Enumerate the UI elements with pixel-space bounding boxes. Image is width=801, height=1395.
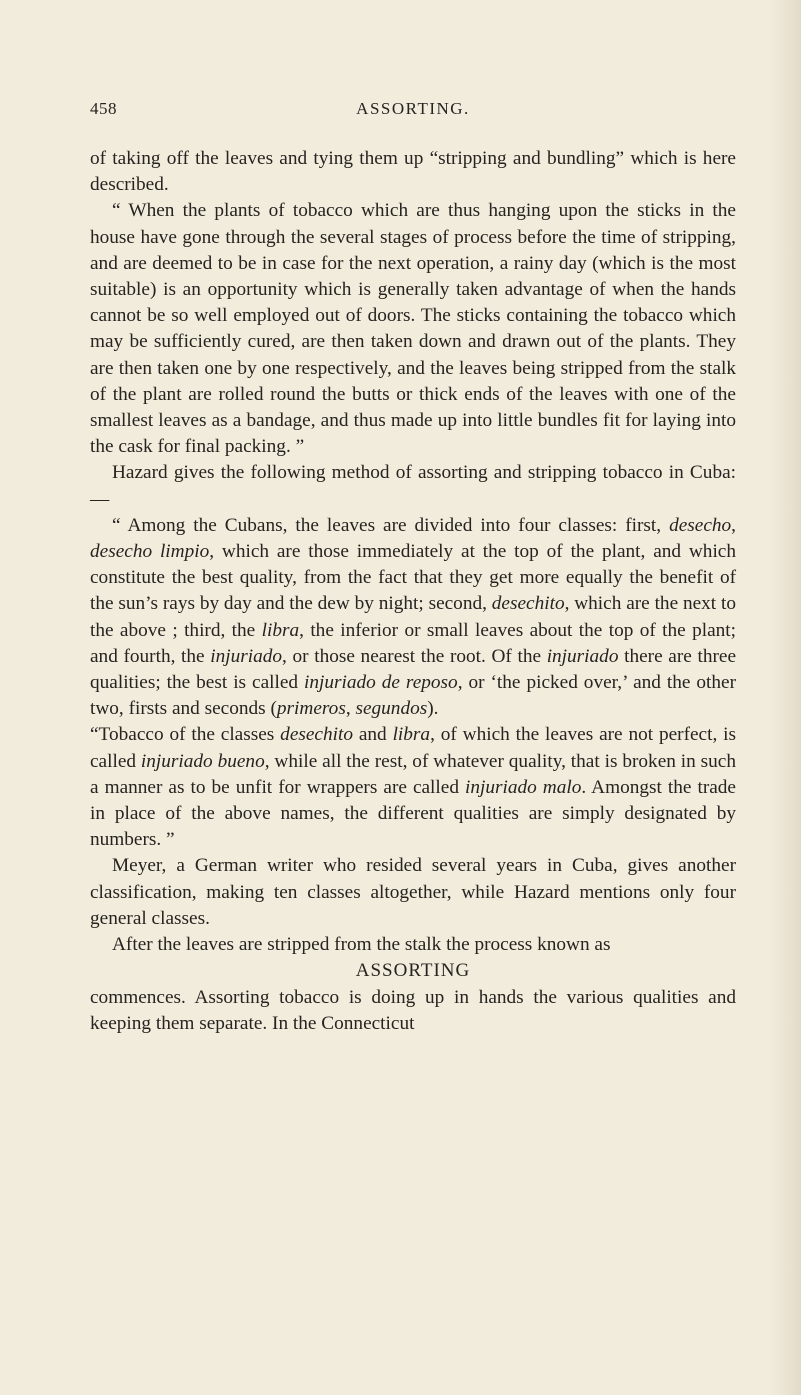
term-injuriado-de-reposo: injuriado de reposo <box>304 672 458 694</box>
page-number: 458 <box>90 99 117 118</box>
term-injuriado-bueno: injuriado bueno <box>140 750 265 772</box>
paragraph-hazard-intro: Hazard gives the following method of assorting and stripping tobacco in Cuba:— <box>90 462 736 510</box>
term-libra-2: libra <box>392 724 431 746</box>
paragraph-continuation: of taking off the leaves and tying them up “stripping and bundling” which is here described. <box>90 148 736 196</box>
term-injuriado: injuriado <box>210 645 283 667</box>
term-injuriado-malo: injuriado malo <box>465 776 582 798</box>
paragraph-tobacco-classes: “Tobacco of the classes desechito and libra, of which the leaves are not perfect, is called injuriado bueno, while all the rest, of whatever quality, that is broken in such a manner as to be unfit for wrappers are called injuriado malo. Amongst the trade in place of the above names, the different qualities are simply designated by numbers. ” <box>90 724 737 851</box>
term-desecho: desecho <box>669 514 732 536</box>
term-desecho-limpio: desecho limpio <box>90 541 210 563</box>
paragraph-meyer: Meyer, a German writer who resided several years in Cuba, gives another classification, making ten classes altogether, while Hazard mentions only four general classes. <box>90 855 736 929</box>
term-libra: libra <box>261 619 300 641</box>
paragraph-assorting: commences. Assorting tobacco is doing up in hands the various qualities and keeping them separate. In the Connecticut <box>90 986 736 1034</box>
term-desechito: desechito <box>491 593 565 615</box>
paragraph-after-stripping: After the leaves are stripped from the stalk the process known as <box>112 934 611 956</box>
term-desechito-2: desechito <box>280 724 353 746</box>
running-head: ASSORTING. <box>356 99 470 118</box>
body-text <box>90 146 736 1037</box>
term-segundos: segundos <box>355 698 428 720</box>
paragraph-cuban-classes: “ Among the Cubans, the leaves are divided into four classes: first, desecho, desecho limpio, which are those immediately at the top of the plant, and which constitute the best quality, from the fact that they get more equally the benefit of the sun’s rays by day and the dew by night; second, desechito, which are the next to the above ; third, the libra, the inferior or small leaves about the top of the plant; and fourth, the injuriado, or those nearest the root. Of the injuriado there are three qualities; the best is called injuriado de reposo, or ‘the picked over,’ and the other two, firsts and seconds (primeros, segundos). <box>90 514 737 720</box>
page-header <box>90 99 736 123</box>
term-injuriado-2: injuriado <box>546 645 619 667</box>
term-primeros: primeros <box>276 698 346 720</box>
section-heading: ASSORTING <box>355 960 471 982</box>
paragraph-quote-stripping: “ When the plants of tobacco which are thus hanging upon the sticks in the house have gone through the several stages of process before the time of stripping, and are deemed to be in case for the next operation, a rainy day (which is the most suitable) is an opportunity which is generally taken advantage of when the hands cannot be so well employed out of doors. The sticks containing the tobacco which may be sufficiently cured, are then taken down and drawn out of the plants. They are then taken one by one respectively, and the leaves being stripped from the stalk of the plant are rolled round the butts or thick ends of the leaves with one of the smallest leaves as a bandage, and thus made up into little bundles fit for laying into the cask for final packing. ” <box>90 200 736 458</box>
